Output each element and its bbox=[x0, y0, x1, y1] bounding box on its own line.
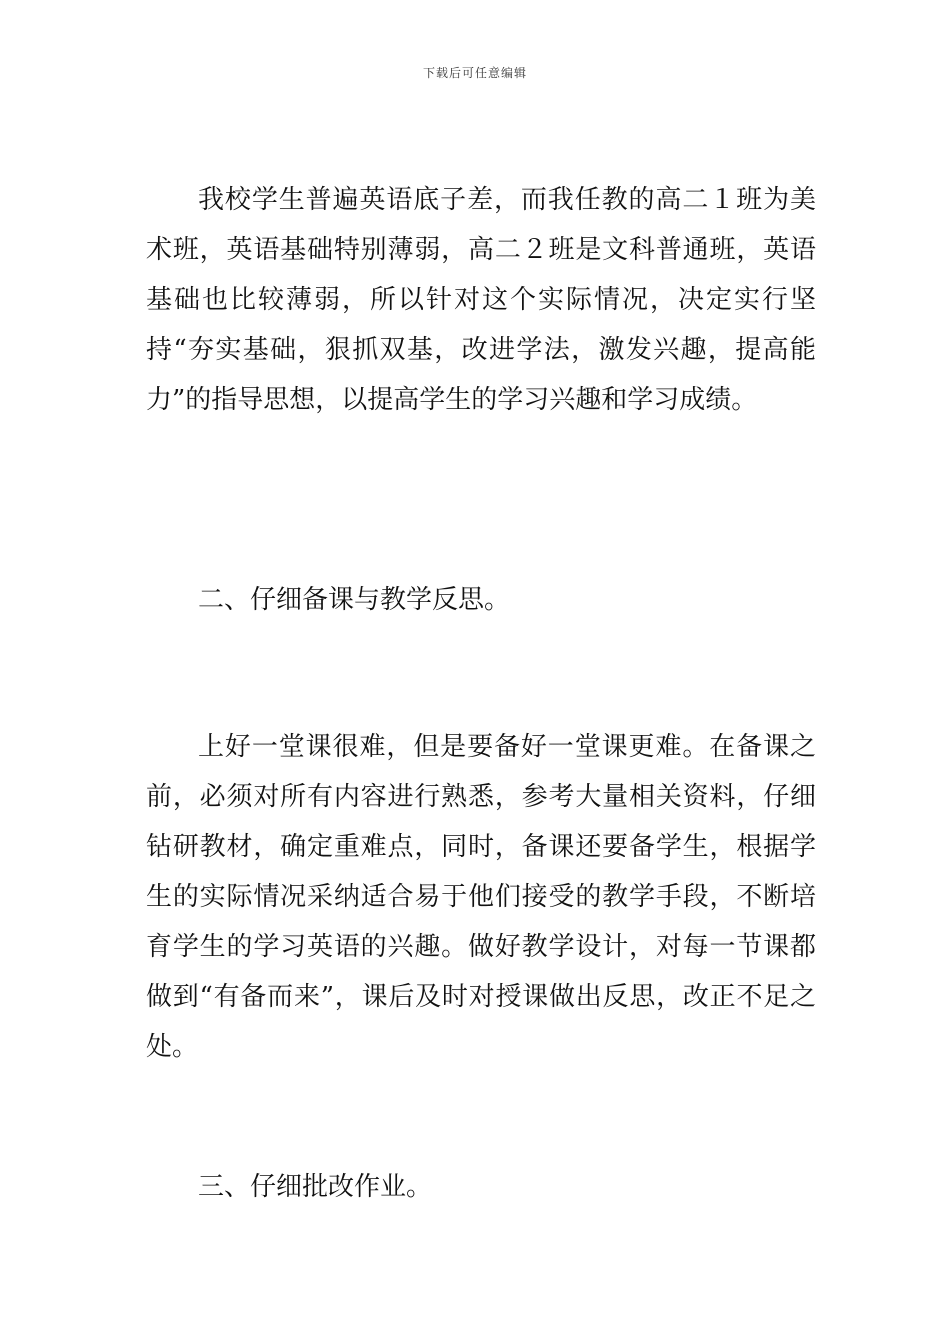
spacer bbox=[146, 1072, 816, 1162]
spacer bbox=[146, 625, 816, 722]
spacer bbox=[146, 425, 816, 575]
section-heading-lesson-prep: 二、仔细备课与教学反思。 bbox=[198, 585, 511, 615]
paragraph-teaching-philosophy: 我校学生普遍英语底子差，而我任教的高二１班为美术班，英语基础特别薄弱，高二２班是文科普通班，英语基础也比较薄弱，所以针对这个实际情况，决定实行坚持“夯实基础，狠抓双基，改进学法，激发兴趣，提高能力”的指导思想，以提高学生的学习兴趣和学习成绩。 bbox=[146, 185, 816, 415]
paragraph-lesson-prep: 上好一堂课很难，但是要备好一堂课更难。在备课之前，必须对所有内容进行熟悉，参考大量相关资料，仔细钻研教材，确定重难点，同时，备课还要备学生，根据学生的实际情况采纳适合易于他们接受的教学手段，不断培育学生的学习英语的兴趣。做好教学设计，对每一节课都做到“有备而来”，课后及时对授课做出反思，改正不足之处。 bbox=[146, 732, 816, 1062]
page-header: 下载后可任意编辑 bbox=[422, 66, 527, 80]
section-heading-homework: 三、仔细批改作业。 bbox=[198, 1172, 433, 1202]
document-body bbox=[146, 175, 816, 1212]
